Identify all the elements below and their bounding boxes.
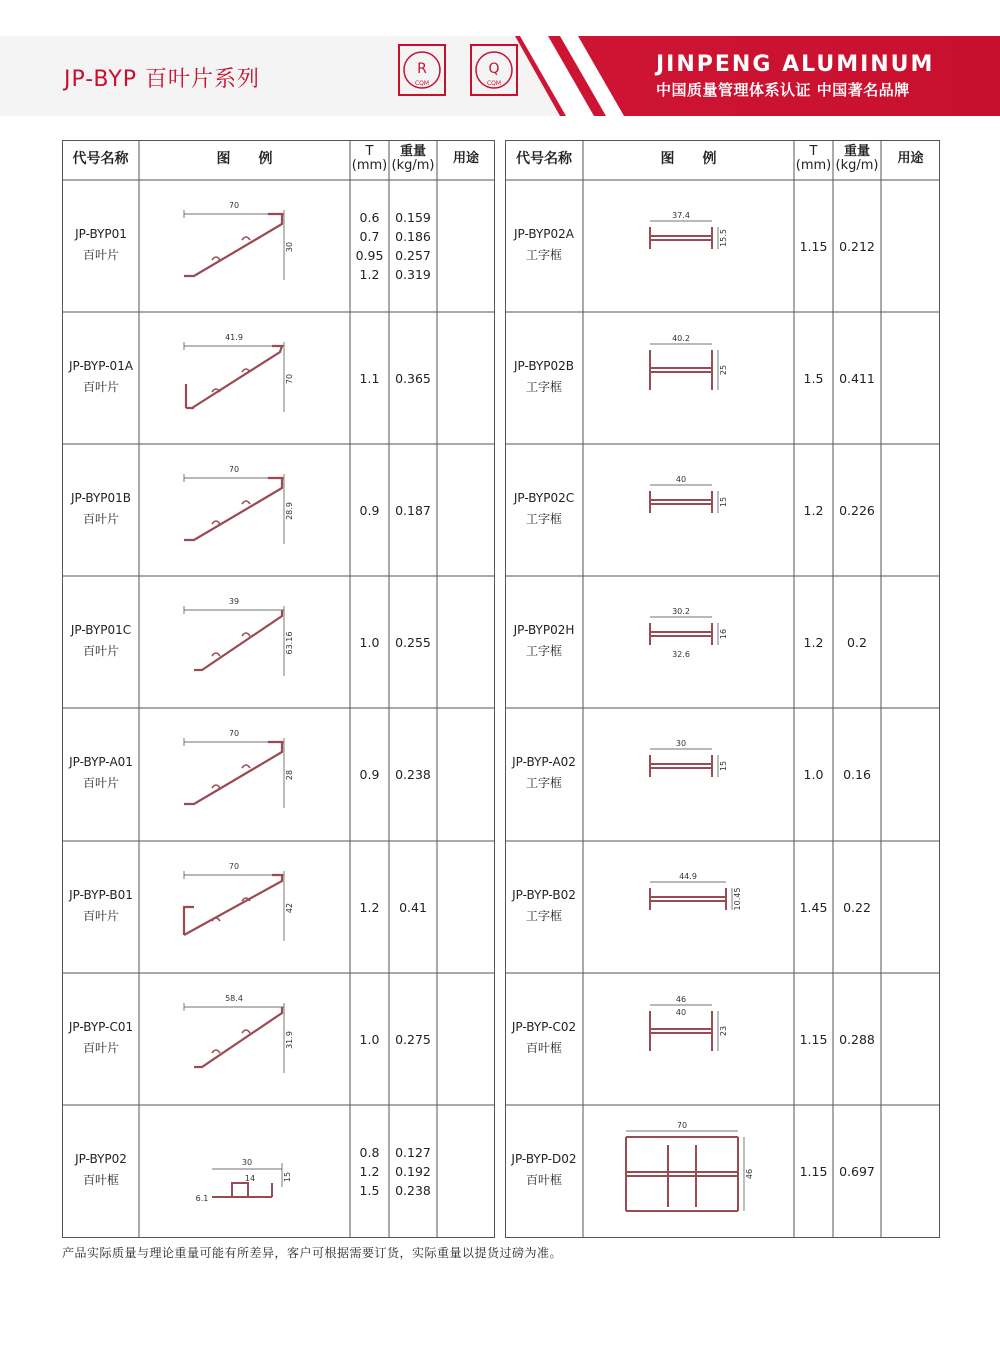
- product-name: 工字框: [525, 776, 562, 790]
- profile-drawing: [172, 1117, 312, 1227]
- col-weight-left: [389, 145, 437, 173]
- dimension-label: 31.9: [285, 1031, 294, 1049]
- weight-cell: [389, 501, 437, 520]
- dimension-label: 16: [719, 628, 728, 640]
- thickness-value: 1.2: [359, 899, 380, 915]
- dimension-label: 70: [228, 729, 240, 738]
- weight-value: 0.159: [395, 210, 431, 225]
- product-code-cell: [505, 224, 583, 266]
- product-code: JP-BYP-C02: [511, 1020, 577, 1034]
- thickness-cell: [794, 369, 833, 388]
- thickness-cell: [350, 633, 389, 652]
- product-code: JP-BYP-B01: [69, 888, 133, 902]
- thickness-value: 1.0: [803, 766, 824, 782]
- weight-cell: [389, 765, 437, 784]
- product-code-cell: [505, 620, 583, 662]
- profile-drawing: [172, 588, 312, 698]
- dimension-label: 15: [719, 496, 728, 508]
- col-drawing-right: 图 例: [660, 151, 717, 167]
- weight-value: 0.319: [395, 267, 431, 282]
- product-code-cell: [62, 885, 140, 927]
- weight-value: 0.192: [395, 1163, 431, 1179]
- brand-slogan: 中国质量管理体系认证 中国著名品牌: [656, 81, 910, 99]
- thickness-value: 1.2: [803, 502, 824, 518]
- dimension-label: 28.9: [285, 502, 294, 520]
- cert-q-letter: Q: [488, 61, 500, 77]
- profile-drawing: [172, 853, 312, 963]
- col-code-left: 代号名称: [72, 151, 129, 167]
- weight-cell: [389, 1030, 437, 1049]
- weight-cell: [833, 1162, 881, 1181]
- product-code-cell: [62, 488, 140, 530]
- product-code-cell: [505, 1017, 583, 1059]
- product-code-cell: [62, 620, 140, 662]
- thickness-value: 1.2: [359, 267, 380, 282]
- weight-value: 0.16: [843, 766, 871, 782]
- weight-cell: [833, 1030, 881, 1049]
- dimension-label: 63.16: [285, 631, 294, 655]
- weight-cell: [833, 237, 881, 256]
- weight-value: 0.212: [839, 238, 875, 254]
- profile-drawing: [616, 456, 756, 566]
- thickness-value: 1.5: [803, 370, 824, 386]
- thickness-value: 1.15: [799, 238, 828, 254]
- thickness-value: 0.7: [359, 229, 380, 244]
- thickness-value: 1.5: [359, 1182, 380, 1198]
- thickness-value: 1.0: [359, 634, 380, 650]
- thickness-cell: [794, 237, 833, 256]
- col-code-right: 代号名称: [516, 151, 572, 167]
- product-name: 工字框: [525, 512, 562, 526]
- weight-cell: [833, 633, 881, 652]
- thickness-value: 0.95: [355, 248, 384, 263]
- thickness-value: 1.1: [359, 370, 380, 386]
- col-t-label: T: [365, 144, 374, 159]
- col-weight-label: 重量: [399, 144, 426, 159]
- weight-value: 0.187: [395, 502, 431, 518]
- col-usage-right: 用途: [897, 151, 924, 166]
- profile-drawing: [172, 985, 312, 1095]
- weight-value: 0.22: [843, 899, 871, 915]
- weight-value: 0.257: [395, 248, 431, 263]
- product-name: 百叶片: [82, 512, 119, 526]
- dimension-label: 28: [285, 769, 294, 781]
- product-name: 百叶片: [82, 909, 119, 923]
- product-name: 百叶框: [82, 1173, 119, 1187]
- weight-cell: [389, 208, 437, 284]
- dimension-label: 25: [719, 364, 728, 376]
- col-t-label: T: [809, 144, 818, 159]
- weight-value: 0.255: [395, 634, 431, 650]
- profile-drawing: [616, 985, 756, 1095]
- thickness-cell: [794, 1162, 833, 1181]
- weight-value: 0.411: [839, 370, 875, 386]
- product-code-cell: [505, 752, 583, 794]
- product-code: JP-BYP-A02: [512, 755, 576, 769]
- product-code: JP-BYP01C: [70, 623, 132, 637]
- col-t-right: [794, 145, 833, 173]
- dimension-label: 70: [228, 862, 240, 871]
- thickness-value: 1.45: [799, 899, 828, 915]
- footer-note: 产品实际质量与理论重量可能有所差异，客户可根据需要订货，实际重量以提货过磅为准。: [62, 1246, 563, 1260]
- weight-cell: [833, 765, 881, 784]
- product-code-cell: [505, 356, 583, 398]
- profile-drawing: [616, 324, 756, 434]
- weight-value: 0.275: [395, 1031, 431, 1047]
- product-code-cell: [62, 224, 140, 266]
- product-code: JP-BYP-A01: [69, 755, 133, 769]
- product-name: 百叶框: [525, 1173, 562, 1187]
- dimension-label: 30: [675, 739, 687, 748]
- profile-drawing: [616, 1117, 756, 1227]
- profile-drawing: [616, 192, 756, 302]
- dimension-label: 40: [675, 1008, 687, 1017]
- product-name: 百叶片: [82, 776, 119, 790]
- product-code: JP-BYP01: [75, 227, 127, 241]
- product-code-cell: [62, 356, 140, 398]
- thickness-cell: [350, 501, 389, 520]
- thickness-value: 1.15: [799, 1031, 828, 1047]
- thickness-cell: [350, 369, 389, 388]
- thickness-cell: [350, 765, 389, 784]
- brand-name: JINPENG ALUMINUM: [656, 52, 935, 77]
- product-code-cell: [505, 488, 583, 530]
- dimension-label: 70: [285, 373, 294, 385]
- product-name: 工字框: [525, 380, 562, 394]
- thickness-cell: [794, 765, 833, 784]
- dimension-label: 70: [228, 201, 240, 210]
- profile-drawing: [172, 456, 312, 566]
- thickness-value: 0.8: [359, 1144, 380, 1160]
- dimension-label: 39: [228, 597, 240, 606]
- weight-value: 0.186: [395, 229, 431, 244]
- product-name: 百叶框: [525, 1041, 562, 1055]
- thickness-cell: [794, 898, 833, 917]
- weight-value: 0.127: [395, 1144, 431, 1160]
- dimension-label: 10.45: [733, 887, 742, 911]
- dimension-label: 30.2: [672, 607, 690, 616]
- profile-drawing: [616, 588, 756, 698]
- col-weight-label: 重量: [843, 144, 870, 159]
- product-code: JP-BYP02B: [513, 359, 575, 373]
- profile-drawing: [172, 324, 312, 434]
- dimension-label: 6.1: [195, 1194, 209, 1203]
- col-weight-right: [833, 145, 881, 173]
- dimension-label: 15: [283, 1171, 292, 1183]
- profile-drawing: [172, 192, 312, 302]
- weight-cell: [389, 898, 437, 917]
- product-code: JP-BYP02A: [513, 227, 575, 241]
- product-code-cell: [505, 1149, 583, 1191]
- thickness-value: 0.9: [359, 766, 380, 782]
- dimension-label: 40: [675, 475, 687, 484]
- thickness-value: 0.6: [359, 210, 380, 225]
- product-code-cell: [62, 1149, 140, 1191]
- thickness-value: 1.0: [359, 1031, 380, 1047]
- weight-cell: [833, 501, 881, 520]
- weight-cell: [833, 898, 881, 917]
- col-weight-unit: (kg/m): [835, 158, 879, 173]
- product-code: JP-BYP-D02: [511, 1152, 577, 1166]
- dimension-label: 14: [244, 1174, 256, 1183]
- weight-value: 0.697: [839, 1163, 875, 1179]
- product-code: JP-BYP02H: [513, 623, 575, 637]
- weight-value: 0.365: [395, 370, 431, 386]
- product-code: JP-BYP02: [75, 1152, 127, 1166]
- product-code-cell: [62, 752, 140, 794]
- product-code: JP-BYP-B02: [512, 888, 576, 902]
- cert-r-icon: [398, 44, 446, 96]
- thickness-cell: [794, 1030, 833, 1049]
- dimension-label: 15: [719, 760, 728, 772]
- product-name: 百叶片: [82, 644, 119, 658]
- dimension-label: 44.9: [679, 872, 697, 881]
- weight-value: 0.226: [839, 502, 875, 518]
- dimension-label: 30: [241, 1158, 253, 1167]
- profile-drawing: [172, 720, 312, 830]
- dimension-label: 15.5: [719, 229, 728, 247]
- product-code-cell: [62, 1017, 140, 1059]
- dimension-label: 70: [676, 1121, 688, 1130]
- dimension-label: 42: [285, 902, 294, 914]
- weight-cell: [833, 369, 881, 388]
- dimension-label: 46: [675, 995, 687, 1004]
- series-title: JP-BYP 百叶片系列: [64, 67, 261, 92]
- weight-cell: [389, 369, 437, 388]
- weight-value: 0.238: [395, 766, 431, 782]
- weight-cell: [389, 1143, 437, 1200]
- cert-r-letter: R: [417, 61, 427, 77]
- product-code: JP-BYP-C01: [68, 1020, 134, 1034]
- dimension-label: 58.4: [225, 994, 243, 1003]
- col-weight-unit: (kg/m): [391, 158, 435, 173]
- product-name: 工字框: [525, 248, 562, 262]
- col-t-left: [350, 145, 389, 173]
- dimension-label: 40.2: [672, 334, 690, 343]
- col-t-unit: (mm): [351, 158, 388, 173]
- thickness-cell: [794, 501, 833, 520]
- product-code-cell: [505, 885, 583, 927]
- dimension-label: 46: [745, 1168, 754, 1180]
- thickness-cell: [350, 1143, 389, 1200]
- thickness-value: 1.2: [803, 634, 824, 650]
- weight-cell: [389, 633, 437, 652]
- weight-value: 0.2: [847, 634, 867, 650]
- thickness-value: 0.9: [359, 502, 380, 518]
- thickness-cell: [350, 1030, 389, 1049]
- product-name: 百叶片: [82, 1041, 119, 1055]
- cert-q-badge: [470, 44, 518, 96]
- weight-value: 0.41: [399, 899, 427, 915]
- thickness-cell: [794, 633, 833, 652]
- product-code: JP-BYP02C: [513, 491, 575, 505]
- product-name: 工字框: [525, 909, 562, 923]
- col-usage-left: 用途: [452, 151, 479, 166]
- product-table: [62, 140, 940, 1238]
- col-drawing-left: 图 例: [216, 151, 273, 167]
- product-name: 工字框: [525, 644, 562, 658]
- weight-value: 0.238: [395, 1182, 431, 1198]
- dimension-label: 32.6: [672, 650, 690, 659]
- profile-drawing: [616, 720, 756, 830]
- thickness-value: 1.2: [359, 1163, 380, 1179]
- thickness-cell: [350, 898, 389, 917]
- cert-q-sub: CQM: [486, 80, 502, 87]
- weight-value: 0.288: [839, 1031, 875, 1047]
- dimension-label: 37.4: [672, 211, 690, 220]
- product-name: 百叶片: [82, 380, 119, 394]
- dimension-label: 23: [719, 1025, 728, 1037]
- cert-r-badge: [398, 44, 446, 96]
- product-code: JP-BYP-01A: [68, 359, 134, 373]
- dimension-label: 41.9: [225, 333, 243, 342]
- thickness-cell: [350, 208, 389, 284]
- thickness-value: 1.15: [799, 1163, 828, 1179]
- cert-q-icon: [470, 44, 518, 96]
- product-code: JP-BYP01B: [70, 491, 132, 505]
- cert-r-sub: CQM: [414, 80, 430, 87]
- dimension-label: 70: [228, 465, 240, 474]
- dimension-label: 30: [285, 241, 294, 253]
- product-name: 百叶片: [82, 248, 119, 262]
- col-t-unit: (mm): [795, 158, 832, 173]
- profile-drawing: [616, 853, 756, 963]
